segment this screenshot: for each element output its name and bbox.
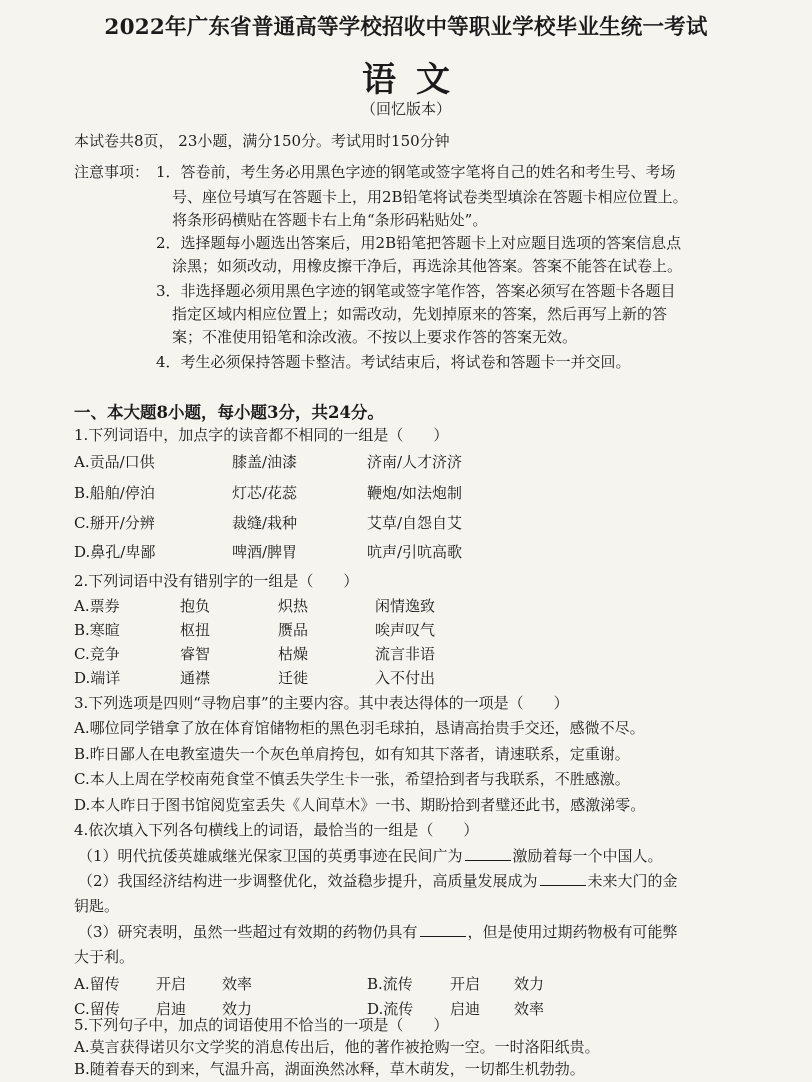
q4-option: B.流传 <box>367 975 413 993</box>
q1-option: 吭声/引吭高歌 <box>367 543 463 561</box>
note-line: 将条形码横贴在答题卡右上角“条形码粘贴处”。 <box>172 211 488 229</box>
note-line: 案；不准使用铅笔和涂改液。不按以上要求作答的答案无效。 <box>172 328 578 346</box>
question-stem: 4.依次填入下列各句横线上的词语，最恰当的一组是（ ） <box>74 821 479 839</box>
exam-title: 2022年广东省普通高等学校招收中等职业学校毕业生统一考试 <box>104 15 708 40</box>
q4-option: 效力 <box>222 1000 253 1018</box>
q3-option: B.昨日鄙人在电教室遗失一个灰色单肩挎包，如有知其下落者，请速联系，定重谢。 <box>74 745 630 763</box>
note-line: 1．答卷前，考生务必用黑色字迹的钢笔或签字笔将自己的姓名和考生号、考场 <box>156 163 676 181</box>
q1-option: 膝盖/油漆 <box>232 453 298 471</box>
q2-option: 闲情逸致 <box>375 597 436 615</box>
q4-option: 效率 <box>222 975 253 993</box>
q2-option: 唉声叹气 <box>375 621 436 639</box>
q1-option: 灯芯/花蕊 <box>232 484 298 502</box>
q2-option: D.端详 <box>74 669 121 687</box>
q4-option: 效力 <box>514 975 545 993</box>
q1-option: 艾草/自怨自艾 <box>367 514 463 532</box>
q5-option: A.莫言获得诺贝尔文学奖的消息传出后，他的著作被抢购一空。一时洛阳纸贵。 <box>74 1038 600 1056</box>
q4-option: 启迪 <box>450 1000 481 1018</box>
q4-sentence-cont: 大于利。 <box>74 948 135 966</box>
q3-option: C.本人上周在学校南苑食堂不慎丢失学生卡一张，希望拾到者与我联系，不胜感激。 <box>74 770 630 788</box>
q2-option: 赝品 <box>278 621 309 639</box>
q1-option: A.贡品/口供 <box>74 453 155 471</box>
q1-option: 裁缝/栽种 <box>232 514 298 532</box>
q2-option: 迁徙 <box>278 669 309 687</box>
sentence-text: （1）明代抗倭英雄戚继光保家卫国的英勇事迹在民间广为 <box>78 847 463 865</box>
q2-option: 抱负 <box>180 597 211 615</box>
q2-option: C.竞争 <box>74 645 120 663</box>
q4-option: 开启 <box>450 975 481 993</box>
q2-option: 入不付出 <box>375 669 436 687</box>
q2-option: 枢扭 <box>180 621 211 639</box>
q3-option: A.哪位同学错拿了放在体育馆储物柜的黑色羽毛球拍，恳请高抬贵手交还，感微不尽。 <box>74 719 645 737</box>
q2-option: 通襟 <box>180 669 211 687</box>
q4-option: A.留传 <box>74 975 120 993</box>
q4-option: 开启 <box>156 975 187 993</box>
q1-option: D.鼻孔/卑鄙 <box>74 543 156 561</box>
q4-sentence <box>78 870 678 891</box>
section-heading: 一、本大题8小题，每小题3分，共24分。 <box>74 403 384 422</box>
sentence-text: （3）研究表明，虽然一些超过有效期的药物仍具有 <box>78 923 418 941</box>
q4-sentence <box>78 845 663 866</box>
q1-option: C.掰开/分辨 <box>74 514 155 532</box>
notes-label: 注意事项： <box>74 163 150 181</box>
note-line: 3．非选择题必须用黑色字迹的钢笔或签字笔作答，答案必须写在答题卡各题目 <box>156 282 676 300</box>
q3-option: D.本人昨日于图书馆阅览室丢失《人间草木》一书、期盼拾到者璧还此书，感激涕零。 <box>74 796 646 814</box>
subject-title: 语文 <box>362 60 470 100</box>
q4-option: 启迪 <box>156 1000 187 1018</box>
exam-intro: 本试卷共8页， 23小题，满分150分。考试用时150分钟 <box>74 132 450 150</box>
q4-option: C.留传 <box>74 1000 120 1018</box>
answer-blank <box>420 922 466 937</box>
q2-option: B.寒暄 <box>74 621 120 639</box>
q4-option: 效率 <box>514 1000 545 1018</box>
q1-option: 鞭炮/如法炮制 <box>367 484 463 502</box>
q2-option: A.票券 <box>74 597 120 615</box>
version-label: （回忆版本） <box>360 100 451 118</box>
q2-option: 枯燥 <box>278 645 309 663</box>
question-stem: 2.下列词语中没有错别字的一组是（ ） <box>74 572 359 590</box>
note-line: 号、座位号填写在答题卡上，用2B铅笔将试卷类型填涂在答题卡相应位置上。 <box>172 188 688 206</box>
question-stem: 5.下列句子中，加点的词语使用不恰当的一项是（ ） <box>74 1016 449 1034</box>
q1-option: 啤酒/脾胃 <box>232 543 298 561</box>
question-stem: 1.下列词语中，加点字的读音都不相同的一组是（ ） <box>74 426 449 444</box>
answer-blank <box>540 871 586 886</box>
q4-sentence-cont: 钥匙。 <box>74 897 120 915</box>
q1-option: B.船舶/停泊 <box>74 484 155 502</box>
q4-option: D.流传 <box>367 1000 414 1018</box>
q5-option: B.随着春天的到来，气温升高，湖面涣然冰释，草木萌发，一切都生机勃勃。 <box>74 1060 585 1078</box>
note-line: 4．考生必须保持答题卡整洁。考试结束后，将试卷和答题卡一并交回。 <box>156 353 631 371</box>
question-stem: 3.下列选项是四则“寻物启事”的主要内容。其中表达得体的一项是（ ） <box>74 694 569 712</box>
q1-option: 济南/人才济济 <box>367 453 463 471</box>
answer-blank <box>465 846 511 861</box>
note-line: 指定区域内相应位置上；如需改动，先划掉原来的答案，然后再写上新的答 <box>172 305 668 323</box>
sentence-text: ，但是使用过期药物极有可能弊 <box>467 923 678 941</box>
sentence-text: 未来大门的金 <box>587 872 678 890</box>
q4-sentence <box>78 921 678 942</box>
note-line: 涂黑；如须改动，用橡皮擦干净后，再选涂其他答案。答案不能答在试卷上。 <box>172 257 683 275</box>
q2-option: 睿智 <box>180 645 211 663</box>
q2-option: 炽热 <box>278 597 309 615</box>
sentence-text: 激励着每一个中国人。 <box>512 847 663 865</box>
sentence-text: （2）我国经济结构进一步调整优化，效益稳步提升，高质量发展成为 <box>78 872 538 890</box>
q2-option: 流言非语 <box>375 645 436 663</box>
note-line: 2．选择题每小题选出答案后，用2B铅笔把答题卡上对应题目选项的答案信息点 <box>156 234 682 252</box>
